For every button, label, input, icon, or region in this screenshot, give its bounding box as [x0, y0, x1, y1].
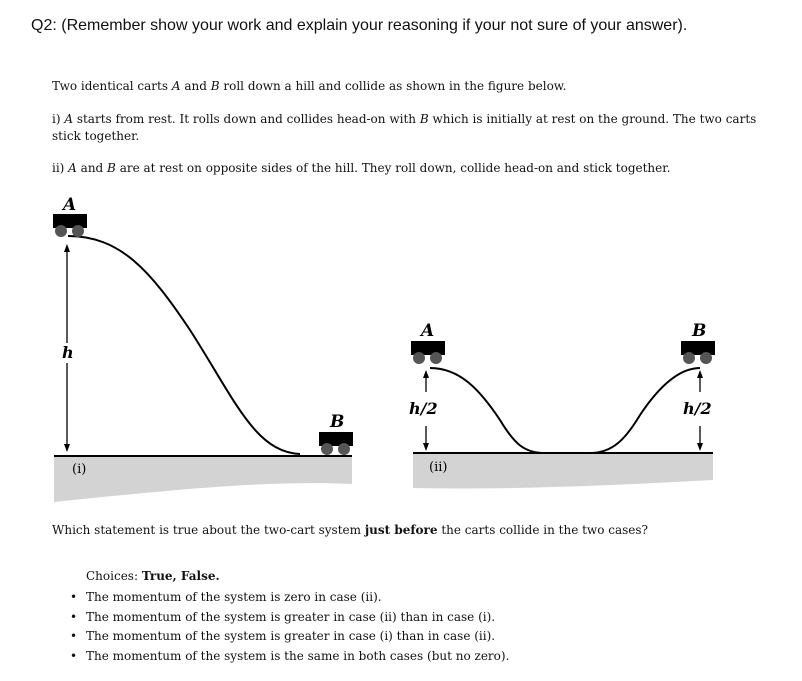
statement-item: • The momentum of the system is greater in case (i) than in case (ii). [70, 627, 509, 647]
bullet-icon: • [70, 629, 78, 643]
statement-item: • The momentum of the system is zero in case (ii). [70, 588, 509, 608]
case-ii-cart-a [411, 341, 445, 364]
case-ii-cart-b [681, 341, 715, 364]
case-ii-label: (ii) [429, 460, 448, 475]
choices-label: Choices: [86, 569, 142, 583]
statement-item: • The momentum of the system is greater in case (ii) than in case (i). [70, 608, 509, 628]
intro-paragraph: Two identical carts A and B roll down a hill and collide as shown in the figure below. [52, 79, 567, 93]
case-i-ground [54, 457, 352, 502]
case-i-height-label: h [62, 343, 74, 362]
choices-values: True, False. [141, 569, 220, 583]
cart-a-ref: A [171, 79, 181, 93]
question-title: Q2: (Remember show your work and explain your reasoning if your not sure of your answer). [31, 17, 688, 34]
choices-line [86, 569, 220, 583]
case-i-label: (i) [72, 462, 87, 477]
case-i-cart-b-label: B [330, 412, 345, 432]
prompt-emphasis: just before [364, 523, 438, 537]
bullet-icon: • [70, 590, 78, 604]
case-ii-diagram [409, 321, 715, 488]
case-i-hill-curve [68, 236, 300, 454]
case-i-cart-a-label: A [63, 195, 77, 215]
case-i-description: i) A starts from rest. It rolls down and collides head-on with B which is initially at rest on the ground. The two carts stick together. [52, 112, 757, 143]
case-i-cart-b [319, 432, 353, 455]
cart-b-ref: B [210, 79, 220, 93]
case-i-cart-a [53, 214, 87, 237]
case-ii-ground [413, 454, 713, 488]
statement-list [70, 588, 509, 666]
case-ii-height-label-left: h/2 [409, 399, 438, 418]
question-prompt: Which statement is true about the two-cart system just before the carts collide in the two cases? [52, 523, 648, 537]
case-ii-height-label-right: h/2 [683, 399, 712, 418]
case-ii-description: ii) A and B are at rest on opposite sides of the hill. They roll down, collide head-on and stick together. [52, 161, 671, 175]
case-ii-cart-a-label: A [421, 321, 435, 341]
case-ii-valley-curve [430, 368, 700, 453]
statement-item: • The momentum of the system is the same in both cases (but no zero). [70, 647, 509, 667]
bullet-icon: • [70, 609, 78, 624]
case-i-diagram [53, 195, 353, 502]
bullet-icon: • [70, 648, 78, 663]
case-ii-cart-b-label: B [692, 321, 707, 341]
